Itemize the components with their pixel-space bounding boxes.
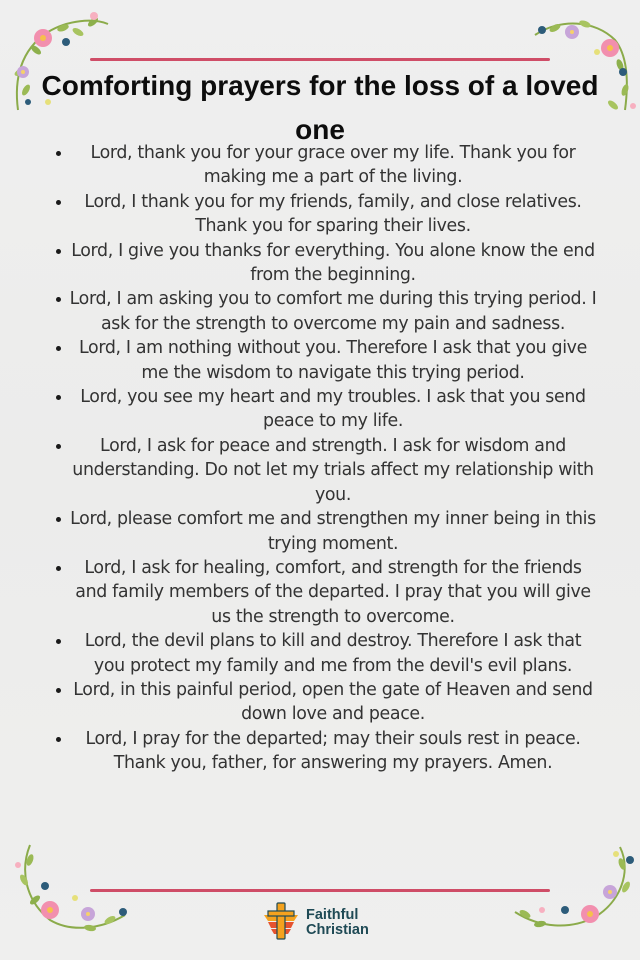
bottom-divider xyxy=(90,889,550,892)
bullet-icon xyxy=(56,566,61,571)
prayer-text: Lord, please comfort me and strengthen my inner being in this trying moment. xyxy=(70,509,596,554)
bullet-icon xyxy=(56,639,61,644)
prayer-text: Lord, I am asking you to comfort me during this trying period. I ask for the strength to overcome my pain and sadness. xyxy=(69,289,597,334)
prayer-text: Lord, I am nothing without you. Therefore I ask that you give me the wisdom to navigate this trying period. xyxy=(79,338,587,383)
bullet-icon xyxy=(56,151,61,156)
bullet-icon xyxy=(56,200,61,205)
prayer-text: Lord, you see my heart and my troubles. I ask that you send peace to my life. xyxy=(80,387,586,432)
prayer-item xyxy=(50,385,598,434)
prayer-item xyxy=(50,190,598,239)
prayer-text: Lord, I ask for healing, comfort, and strength for the friends and family members of the departed. I pray that you will give us the strength to overcome. xyxy=(75,557,591,627)
prayer-item xyxy=(50,629,598,678)
bullet-icon xyxy=(56,688,61,693)
logo-text-line2: Christian xyxy=(306,922,369,938)
prayer-item xyxy=(50,287,598,336)
bullet-icon xyxy=(56,517,61,522)
bullet-icon xyxy=(56,297,61,302)
faithful-christian-logo[interactable] xyxy=(262,901,369,945)
prayer-list xyxy=(50,141,598,776)
prayer-item xyxy=(50,678,598,727)
bullet-icon xyxy=(56,249,61,254)
prayer-text: Lord, the devil plans to kill and destroy. Therefore I ask that you protect my family and me from the devil's evil plans. xyxy=(84,631,582,676)
logo-text-line1: Faithful xyxy=(306,907,359,923)
top-divider xyxy=(90,58,550,61)
bullet-icon xyxy=(56,444,61,449)
prayer-text: Lord, in this painful period, open the gate of Heaven and send down love and peace. xyxy=(73,679,593,725)
prayer-item xyxy=(50,239,598,288)
prayer-text: Lord, I thank you for my friends, family, and close relatives. Thank you for sparing their lives. xyxy=(84,191,582,237)
bullet-icon xyxy=(56,737,61,742)
prayer-item xyxy=(50,141,598,190)
bullet-icon xyxy=(56,395,61,400)
page-title: Comforting prayers for the loss of a loved one xyxy=(41,70,599,145)
prayer-text: Lord, I give you thanks for everything. You alone know the end from the beginning. xyxy=(71,240,595,286)
prayer-item xyxy=(50,434,598,507)
bullet-icon xyxy=(56,346,61,351)
prayer-text: Lord, thank you for your grace over my life. Thank you for making me a part of the living. xyxy=(90,143,576,188)
prayer-item xyxy=(50,336,598,385)
prayer-item xyxy=(50,507,598,556)
prayer-item xyxy=(50,727,598,776)
cross-icon xyxy=(262,901,300,945)
prayer-text: Lord, I ask for peace and strength. I ask for wisdom and understanding. Do not let my trials affect my relationship with you. xyxy=(72,435,594,505)
prayer-item xyxy=(50,556,598,629)
prayer-text: Lord, I pray for the departed; may their souls rest in peace. Thank you, father, for answering my prayers. Amen. xyxy=(85,728,581,774)
